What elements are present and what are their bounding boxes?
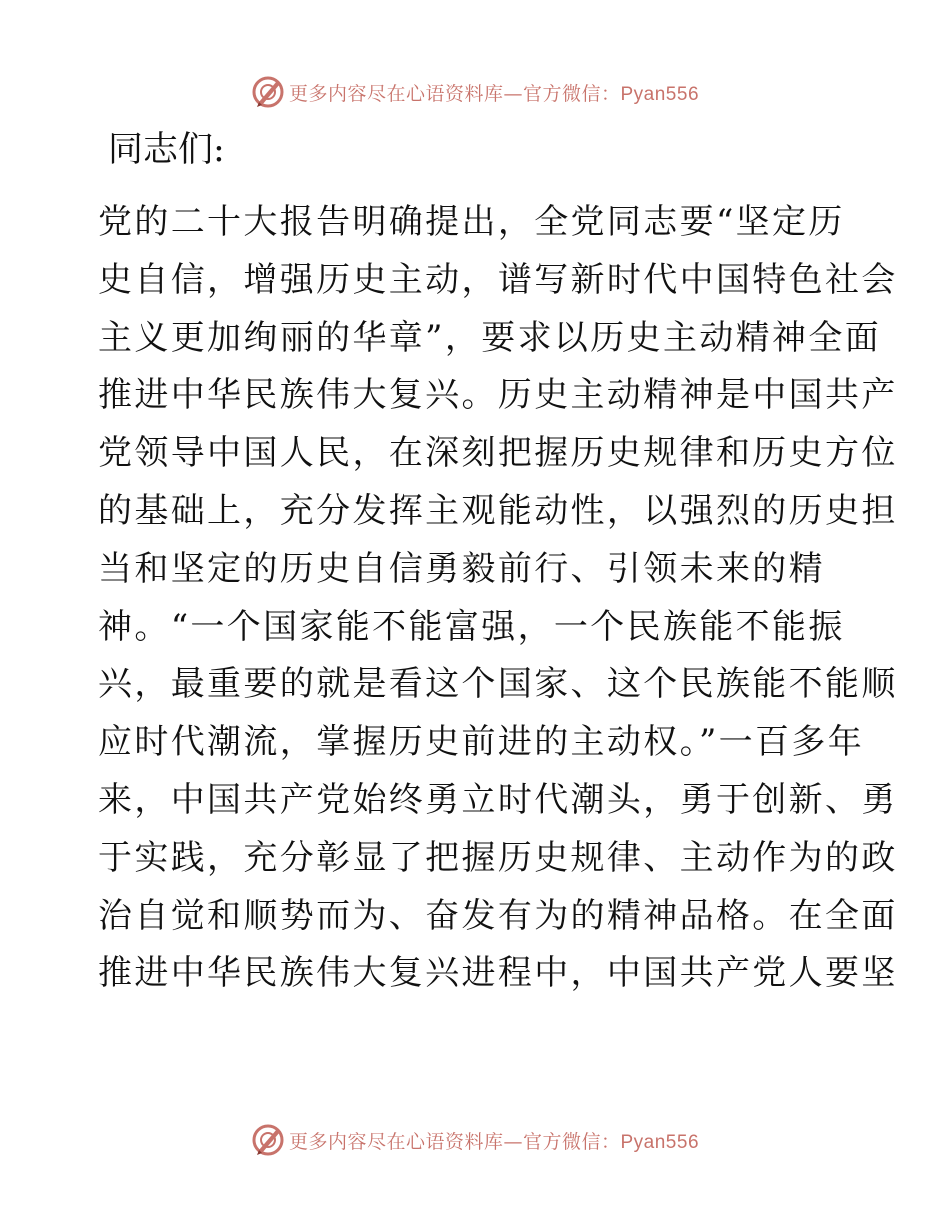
body-line: 推进中华民族伟大复兴进程中，中国共产党人要坚 [98, 953, 898, 994]
body-line: 于实践，充分彰显了把握历史规律、主动作为的政 [98, 837, 898, 878]
body-line: 兴，最重要的就是看这个国家、这个民族能不能顺 [98, 664, 898, 705]
document-body [98, 194, 898, 1003]
watermark-wechat-id: Pyan556 [620, 1131, 700, 1153]
body-line: 推进中华民族伟大复兴。历史主动精神是中国共产 [98, 375, 898, 416]
body-line: 党的二十大报告明确提出，全党同志要“坚定历 [98, 202, 845, 242]
watermark-text-cn: 更多内容尽在心语资料库—官方微信： [288, 82, 621, 105]
body-line: 党领导中国人民，在深刻把握历史规律和历史方位 [98, 433, 898, 474]
body-line: 来，中国共产党始终勇立时代潮头，勇于创新、勇 [98, 779, 898, 820]
body-line: 神。“一个国家能不能富强，一个民族能不能振 [98, 606, 845, 647]
watermark-text [289, 79, 699, 106]
footer-watermark [0, 1120, 950, 1160]
body-line: 的基础上，充分发挥主观能动性，以强烈的历史担 [98, 490, 898, 531]
body-line: 史自信，增强历史主动，谱写新时代中国特色社会 [98, 259, 898, 300]
pen-logo-icon [251, 75, 285, 109]
body-line: 应时代潮流，掌握历史前进的主动权。”一百多年 [98, 722, 865, 763]
body-line: 治自觉和顺势而为、奋发有为的精神品格。在全面 [98, 895, 898, 936]
pen-logo-icon [251, 1123, 285, 1157]
salutation: 同志们: [108, 130, 225, 170]
body-line: 主义更加绚丽的华章”，要求以历史主动精神全面 [98, 317, 882, 358]
body-line: 当和坚定的历史自信勇毅前行、引领未来的精 [98, 548, 825, 589]
watermark-wechat-id: Pyan556 [620, 83, 700, 105]
header-watermark [0, 72, 950, 112]
watermark-text-cn: 更多内容尽在心语资料库—官方微信： [288, 1130, 621, 1153]
watermark-text [289, 1127, 699, 1154]
